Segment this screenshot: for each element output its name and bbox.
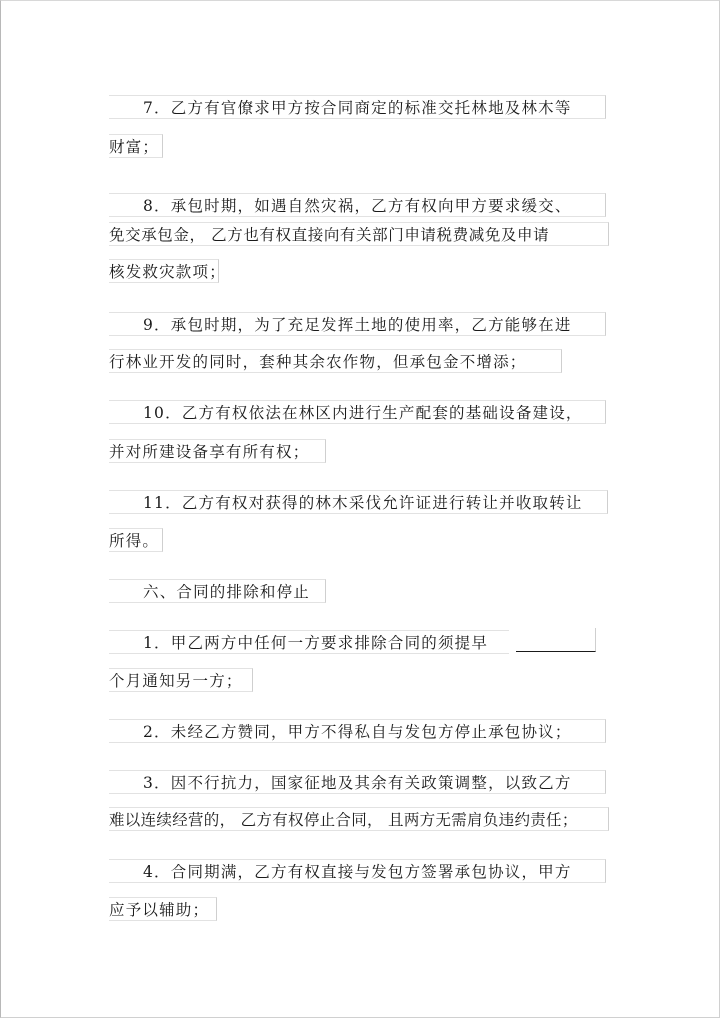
months-blank xyxy=(516,628,596,652)
termination-1-line-2: 个月通知另一方； xyxy=(109,668,253,692)
termination-4-line-1: 4．合同期满，乙方有权直接与发包方签署承包协议，甲方 xyxy=(109,859,606,883)
termination-1-line-1: 1．甲乙两方中任何一方要求排除合同的须提早 xyxy=(109,630,509,654)
section-6-heading: 六、合同的排除和停止 xyxy=(109,579,326,603)
clause-7-line-2: 财富； xyxy=(109,134,163,158)
termination-2-line-1: 2．未经乙方赞同，甲方不得私自与发包方停止承包协议； xyxy=(109,719,606,743)
clause-11-line-2: 所得。 xyxy=(109,528,163,552)
termination-3-line-1: 3．因不行抗力，国家征地及其余有关政策调整，以致乙方 xyxy=(109,770,606,794)
clause-10-line-1: 10．乙方有权依法在林区内进行生产配套的基础设备建设， xyxy=(109,400,606,424)
clause-9-line-2: 行林业开发的同时，套种其余农作物，但承包金不增添； xyxy=(109,349,562,373)
clause-11-line-1: 11．乙方有权对获得的林木采伐允许证进行转让并收取转让 xyxy=(109,490,608,514)
clause-9-line-1: 9．承包时期，为了充足发挥土地的使用率，乙方能够在进 xyxy=(109,312,606,336)
termination-4-line-2: 应予以辅助； xyxy=(109,897,217,921)
clause-7-line-1: 7．乙方有官僚求甲方按合同商定的标准交托林地及林木等 xyxy=(109,95,606,119)
clause-8-line-2: 免交承包金， 乙方也有权直接向有关部门申请税费减免及申请 xyxy=(109,222,609,246)
clause-8-line-3: 核发救灾款项； xyxy=(109,259,219,283)
clause-8-line-1: 8．承包时期，如遇自然灾祸，乙方有权向甲方要求缓交、 xyxy=(109,193,606,217)
clause-10-line-2: 并对所建设备享有所有权； xyxy=(109,439,326,463)
termination-3-line-2: 难以连续经营的， 乙方有权停止合同， 且两方无需肩负违约责任； xyxy=(109,807,609,831)
